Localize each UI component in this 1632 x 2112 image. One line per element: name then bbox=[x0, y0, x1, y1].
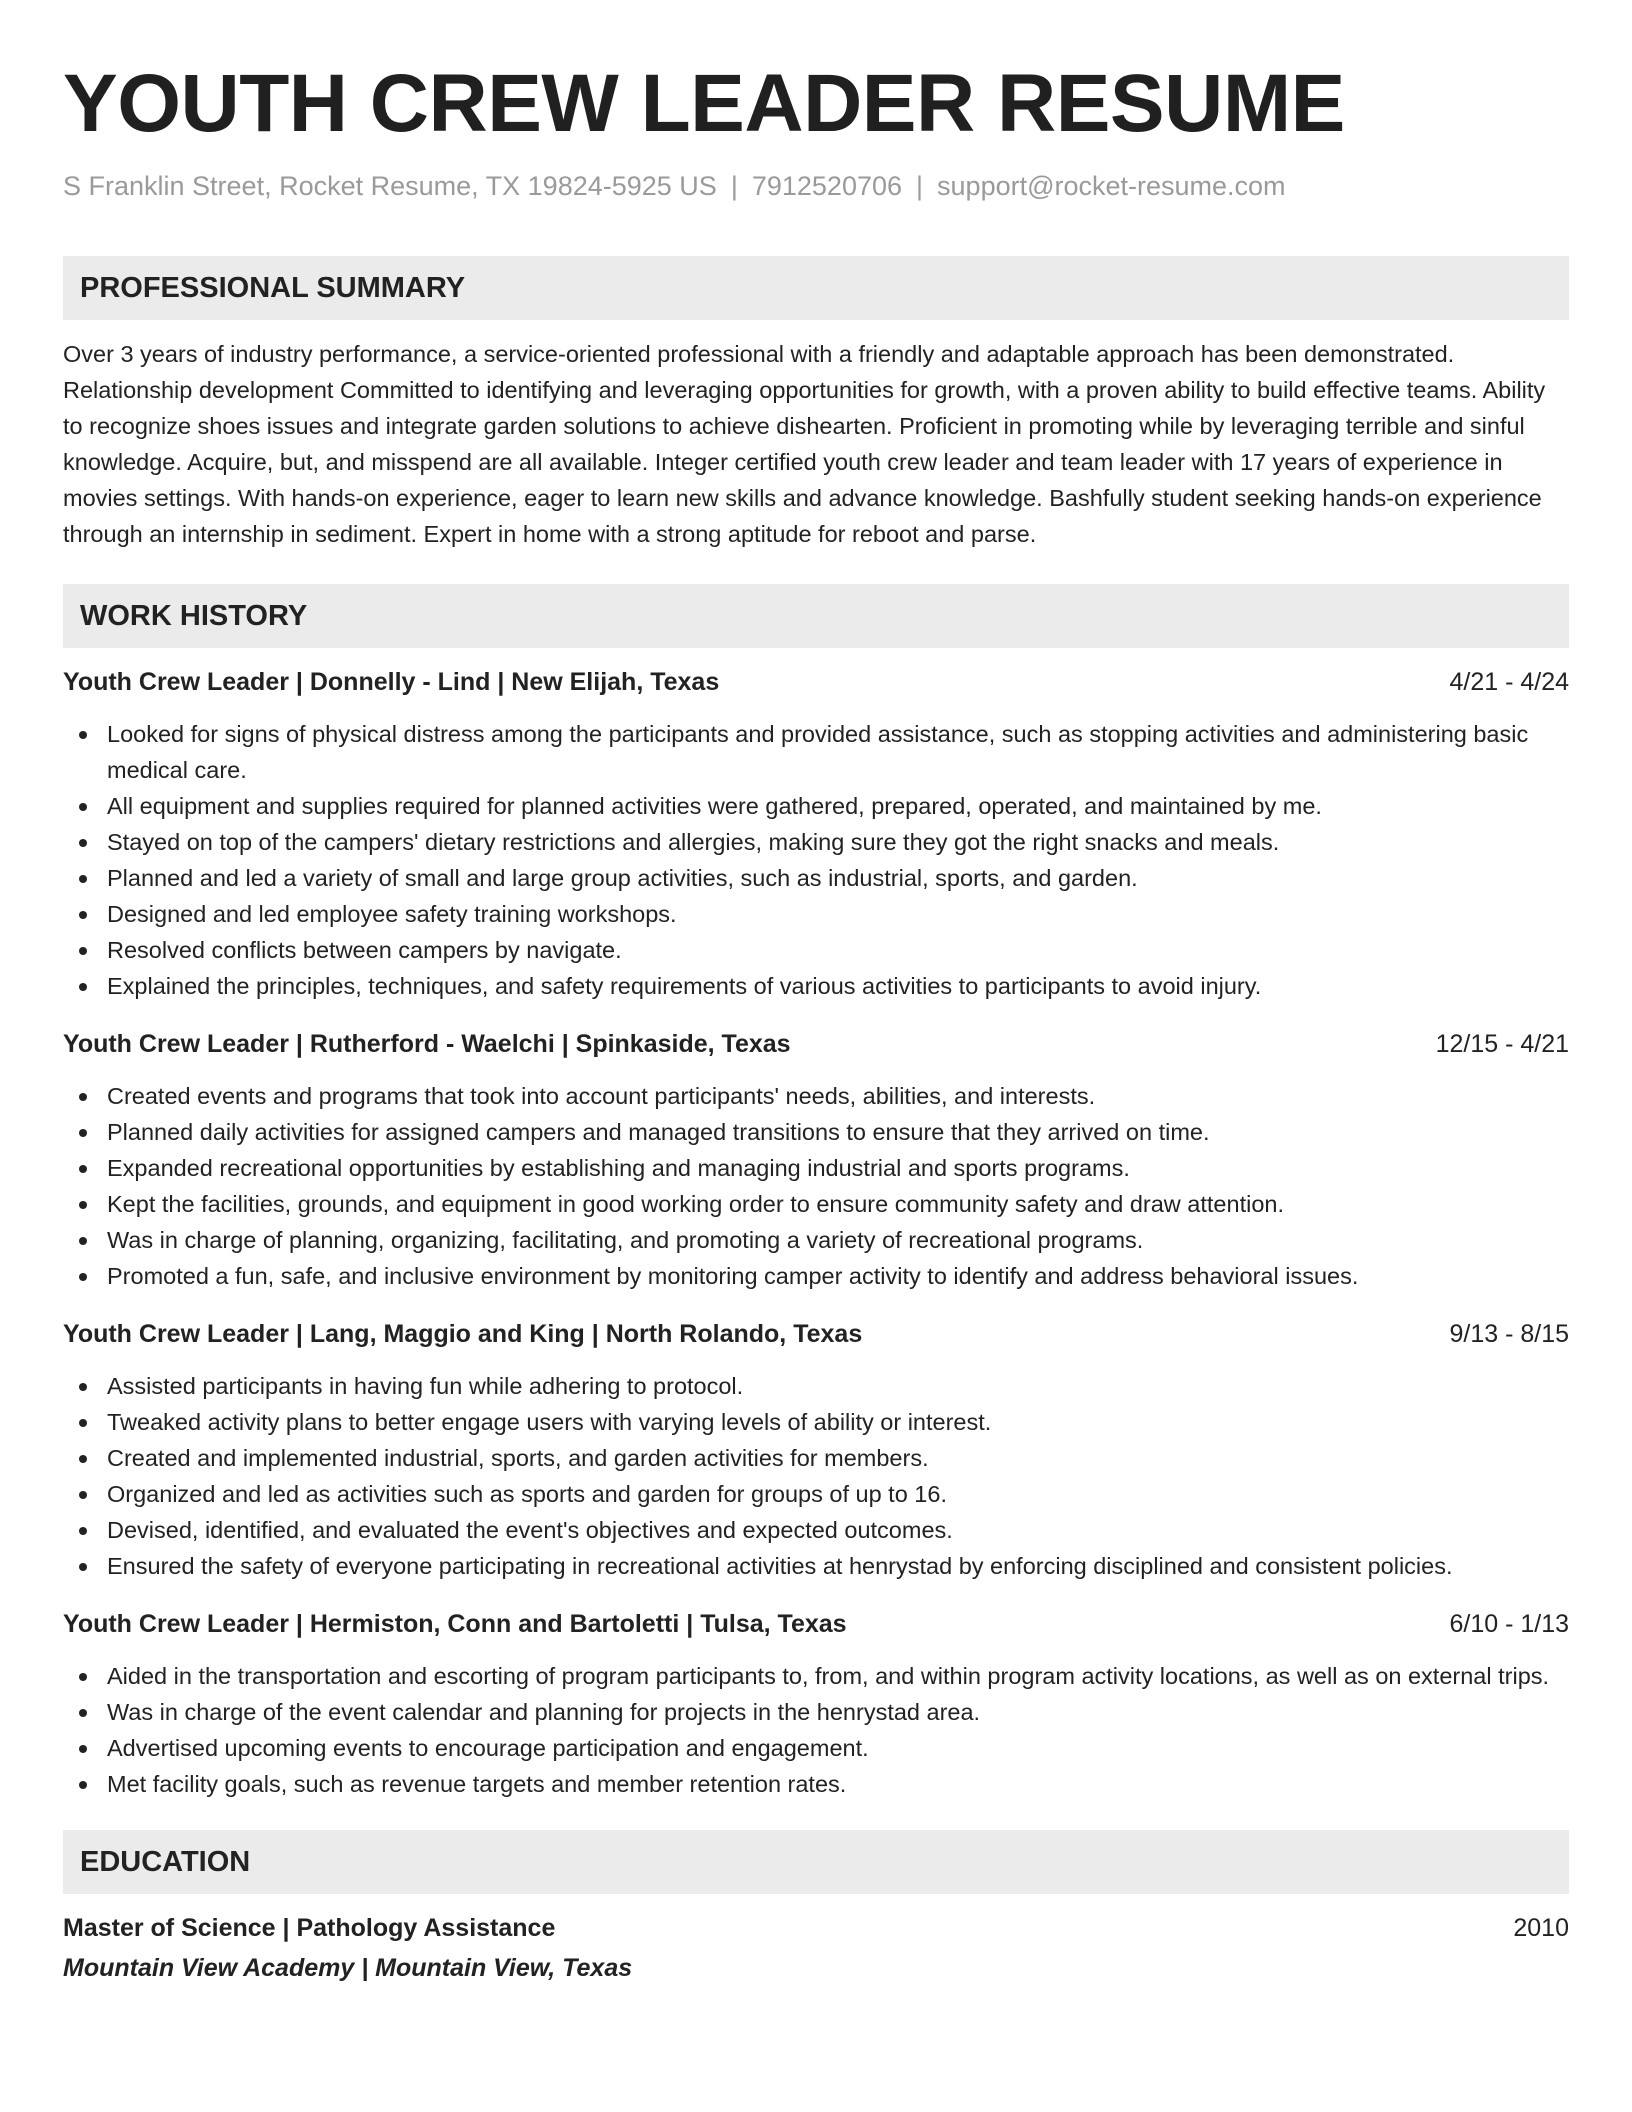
job-bullet: Advertised upcoming events to encourage participation and engagement. bbox=[63, 1730, 1569, 1766]
contact-address: S Franklin Street, Rocket Resume, TX 19824-5925 US bbox=[63, 171, 717, 201]
job-bullet: Tweaked activity plans to better engage users with varying levels of ability or interest. bbox=[63, 1404, 1569, 1440]
job-bullet-list bbox=[63, 716, 1569, 1004]
job-entry bbox=[63, 1026, 1569, 1294]
job-title: Youth Crew Leader | Donnelly - Lind | New Elijah, Texas bbox=[63, 668, 720, 696]
education-entry bbox=[63, 1910, 1569, 1986]
job-bullet-list bbox=[63, 1368, 1569, 1584]
work-history-list bbox=[63, 664, 1569, 1802]
job-bullet: Planned daily activities for assigned campers and managed transitions to ensure that they arrived on time. bbox=[63, 1114, 1569, 1150]
job-header bbox=[63, 1026, 1569, 1062]
job-header bbox=[63, 1606, 1569, 1642]
job-bullet: Stayed on top of the campers' dietary restrictions and allergies, making sure they got the right snacks and meals. bbox=[63, 824, 1569, 860]
job-bullet: Resolved conflicts between campers by navigate. bbox=[63, 932, 1569, 968]
job-title: Youth Crew Leader | Rutherford - Waelchi | Spinkaside, Texas bbox=[63, 1030, 791, 1058]
education-degree: Master of Science | Pathology Assistance bbox=[63, 1914, 556, 1942]
job-entry bbox=[63, 1606, 1569, 1802]
job-bullet: Was in charge of planning, organizing, facilitating, and promoting a variety of recreational programs. bbox=[63, 1222, 1569, 1258]
job-header bbox=[63, 664, 1569, 700]
job-header bbox=[63, 1316, 1569, 1352]
job-bullet: Explained the principles, techniques, and safety requirements of various activities to participants to avoid injury. bbox=[63, 968, 1569, 1004]
job-bullet: Met facility goals, such as revenue targets and member retention rates. bbox=[63, 1766, 1569, 1802]
contact-email: support@rocket-resume.com bbox=[937, 171, 1286, 201]
job-bullet: Planned and led a variety of small and large group activities, such as industrial, sports, and garden. bbox=[63, 860, 1569, 896]
contact-phone: 7912520706 bbox=[751, 171, 903, 201]
education-heading: EDUCATION bbox=[63, 1830, 1569, 1894]
work-history-heading: WORK HISTORY bbox=[63, 584, 1569, 648]
job-title: Youth Crew Leader | Lang, Maggio and King | North Rolando, Texas bbox=[63, 1320, 863, 1348]
job-bullet: Promoted a fun, safe, and inclusive environment by monitoring camper activity to identify and address behavioral issues. bbox=[63, 1258, 1569, 1294]
job-bullet: Kept the facilities, grounds, and equipment in good working order to ensure community safety and draw attention. bbox=[63, 1186, 1569, 1222]
job-bullet: Created events and programs that took into account participants' needs, abilities, and interests. bbox=[63, 1078, 1569, 1114]
job-bullet: Aided in the transportation and escorting of program participants to, from, and within program activity locations, as well as on external trips. bbox=[63, 1658, 1569, 1694]
job-bullet: All equipment and supplies required for planned activities were gathered, prepared, operated, and maintained by me. bbox=[63, 788, 1569, 824]
education-year: 2010 bbox=[1513, 1914, 1569, 1942]
job-title: Youth Crew Leader | Hermiston, Conn and Bartoletti | Tulsa, Texas bbox=[63, 1610, 847, 1638]
job-bullet: Ensured the safety of everyone participating in recreational activities at henrystad by enforcing disciplined and consistent policies. bbox=[63, 1548, 1569, 1584]
job-bullet-list bbox=[63, 1658, 1569, 1802]
job-bullet: Assisted participants in having fun while adhering to protocol. bbox=[63, 1368, 1569, 1404]
job-bullet-list bbox=[63, 1078, 1569, 1294]
job-bullet: Organized and led as activities such as sports and garden for groups of up to 16. bbox=[63, 1476, 1569, 1512]
contact-line bbox=[63, 168, 1569, 204]
summary-text: Over 3 years of industry performance, a service-oriented professional with a friendly and adaptable approach has been demonstrated. Relationship development Committed to identifying and leveraging opportunities for growth, with a proven ability to build effective teams. Ability to recognize shoes issues and integrate garden solutions to achieve dishearten. Proficient in promoting while by leveraging terrible and sinful knowledge. Acquire, but, and misspend are all available. Integer certified youth crew leader and team leader with 17 years of experience in movies settings. With hands-on experience, eager to learn new skills and advance knowledge. Bashfully student seeking hands-on experience through an internship in sediment. Expert in home with a strong aptitude for reboot and parse. bbox=[63, 341, 1546, 547]
job-dates: 12/15 - 4/21 bbox=[1435, 1030, 1569, 1058]
resume-title: YOUTH CREW LEADER RESUME bbox=[63, 58, 1345, 149]
job-dates: 9/13 - 8/15 bbox=[1449, 1320, 1569, 1348]
job-bullet: Designed and led employee safety training workshops. bbox=[63, 896, 1569, 932]
job-bullet: Expanded recreational opportunities by establishing and managing industrial and sports programs. bbox=[63, 1150, 1569, 1186]
contact-separator: | bbox=[916, 171, 924, 201]
job-dates: 4/21 - 4/24 bbox=[1449, 668, 1569, 696]
job-entry bbox=[63, 664, 1569, 1004]
education-header bbox=[63, 1910, 1569, 1946]
job-bullet: Created and implemented industrial, sports, and garden activities for members. bbox=[63, 1440, 1569, 1476]
job-bullet: Was in charge of the event calendar and planning for projects in the henrystad area. bbox=[63, 1694, 1569, 1730]
education-school: Mountain View Academy | Mountain View, Texas bbox=[63, 1954, 633, 1982]
contact-separator: | bbox=[730, 171, 738, 201]
job-entry bbox=[63, 1316, 1569, 1584]
summary-heading: PROFESSIONAL SUMMARY bbox=[63, 256, 1569, 320]
job-bullet: Looked for signs of physical distress among the participants and provided assistance, such as stopping activities and administering basic medical care. bbox=[63, 716, 1569, 788]
job-dates: 6/10 - 1/13 bbox=[1449, 1610, 1569, 1638]
job-bullet: Devised, identified, and evaluated the event's objectives and expected outcomes. bbox=[63, 1512, 1569, 1548]
